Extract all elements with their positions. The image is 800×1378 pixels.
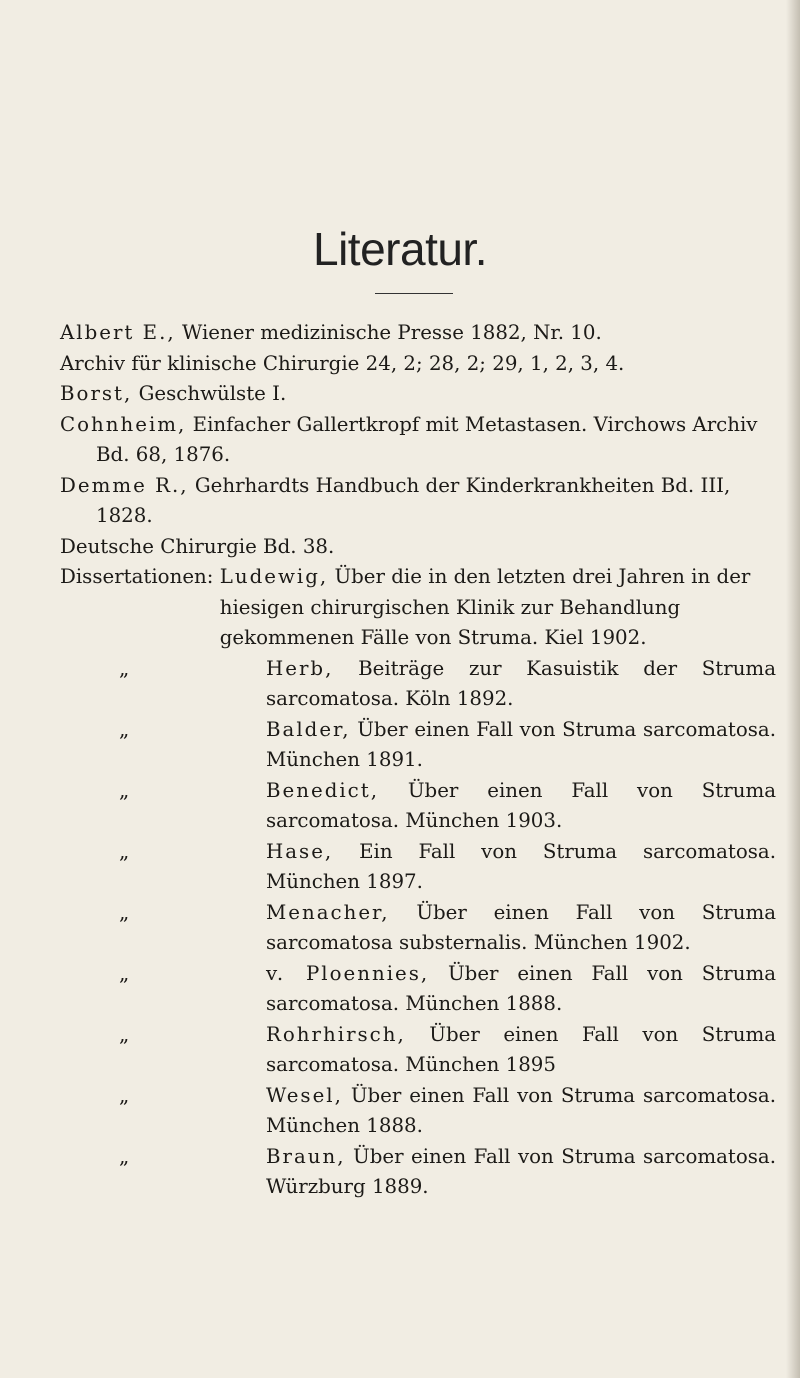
bib-entry xyxy=(60,318,776,349)
dissertation-row xyxy=(60,715,776,776)
ditto-mark: „ xyxy=(119,839,130,863)
bib-text: Einfacher Gallertkropf mit Metastasen. Virchows Archiv Bd. 68, 1876. xyxy=(96,412,758,466)
bibliography xyxy=(60,318,776,1203)
bib-text: Über einen Fall von Struma sarcomatosa. München 1888. xyxy=(266,961,777,1015)
bib-text: Ein Fall von Struma sarcomatosa. München 1897. xyxy=(266,839,776,893)
bib-entry xyxy=(60,379,776,410)
bib-entry xyxy=(60,532,776,563)
bib-text: Über einen Fall von Struma sarcomatosa. München 1895 xyxy=(266,1022,776,1076)
ditto-mark: „ xyxy=(119,1144,130,1168)
dissertation-row xyxy=(60,837,776,898)
ditto-mark: „ xyxy=(119,656,130,680)
dissertation-entry xyxy=(266,1020,776,1081)
dissertations-label: Dissertationen: xyxy=(60,565,220,588)
bib-text: Über die in den letzten drei Jahren in der hiesigen chirurgischen Klinik zur Behandlung gekommenen Fälle von Struma. Kiel 1902. xyxy=(219,565,751,649)
dissertation-entry xyxy=(266,959,776,1020)
dissertations-block xyxy=(60,562,776,654)
dissertation-row xyxy=(60,898,776,959)
page-title: Literatur. xyxy=(313,223,487,275)
dissertation-entry xyxy=(266,1142,776,1203)
dissertation-entry xyxy=(220,562,776,654)
bib-author: Demme R., xyxy=(60,473,189,497)
bib-text: Über einen Fall von Struma sarcomatosa. München 1903. xyxy=(266,778,776,832)
dissertation-row xyxy=(60,959,776,1020)
dissertation-row xyxy=(60,1081,776,1142)
ditto-mark: „ xyxy=(119,717,130,741)
ditto-mark: „ xyxy=(119,900,130,924)
bib-author: Albert E., xyxy=(60,321,176,344)
bib-text: Über einen Fall von Struma sarcomatosa. München 1888. xyxy=(266,1083,776,1137)
bib-entry xyxy=(60,471,776,532)
dissertation-entry xyxy=(266,837,776,898)
bib-text: Über einen Fall von Struma sarcomatosa substernalis. München 1902. xyxy=(266,900,776,954)
bib-text: Über einen Fall von Struma sarcomatosa. Würzburg 1889. xyxy=(266,1144,776,1198)
dissertation-entry xyxy=(266,898,776,959)
bib-author: Borst, xyxy=(60,382,133,405)
bib-text: Beiträge zur Kasuistik der Struma sarcomatosa. Köln 1892. xyxy=(266,656,776,710)
page-edge-shadow xyxy=(786,0,800,1378)
dissertation-row xyxy=(60,776,776,837)
bib-text: Deutsche Chirurgie Bd. 38. xyxy=(60,534,335,558)
bib-author: v. Ploennies, xyxy=(266,961,430,985)
bib-author: Rohrhirsch, xyxy=(266,1022,406,1046)
bib-text: Gehrhardts Handbuch der Kinderkrankheiten Bd. III, 1828. xyxy=(96,473,731,527)
ditto-mark: „ xyxy=(119,961,130,985)
dissertation-row xyxy=(60,654,776,715)
bib-entry xyxy=(60,410,776,471)
bib-entry xyxy=(60,349,776,380)
bib-author: Wesel, xyxy=(266,1083,343,1107)
ditto-mark: „ xyxy=(119,778,130,802)
ditto-mark: „ xyxy=(119,1083,130,1107)
bib-author: Herb, xyxy=(266,656,334,680)
bib-author: Balder, xyxy=(266,717,351,741)
ditto-mark: „ xyxy=(119,1022,130,1046)
title-divider xyxy=(375,293,453,294)
bib-text: Über einen Fall von Struma sarcomatosa. München 1891. xyxy=(266,717,776,771)
bib-text: Archiv für klinische Chirurgie 24, 2; 28, 2; 29, 1, 2, 3, 4. xyxy=(60,351,625,375)
bib-author: Braun, xyxy=(266,1144,346,1168)
bib-author: Hase, xyxy=(266,839,334,863)
bib-text: Wiener medizinische Presse 1882, Nr. 10. xyxy=(175,321,602,344)
dissertation-row xyxy=(60,1020,776,1081)
dissertation-entry xyxy=(266,776,776,837)
dissertation-entry xyxy=(266,1081,776,1142)
dissertation-entry xyxy=(266,654,776,715)
dissertation-row xyxy=(60,1142,776,1203)
bib-text: Geschwülste I. xyxy=(132,382,287,405)
dissertation-entry xyxy=(266,715,776,776)
bib-author: Ludewig, xyxy=(219,565,329,588)
bib-author: Menacher, xyxy=(266,900,390,924)
bib-author: Cohnheim, xyxy=(60,412,187,436)
bib-author: Benedict, xyxy=(266,778,379,802)
